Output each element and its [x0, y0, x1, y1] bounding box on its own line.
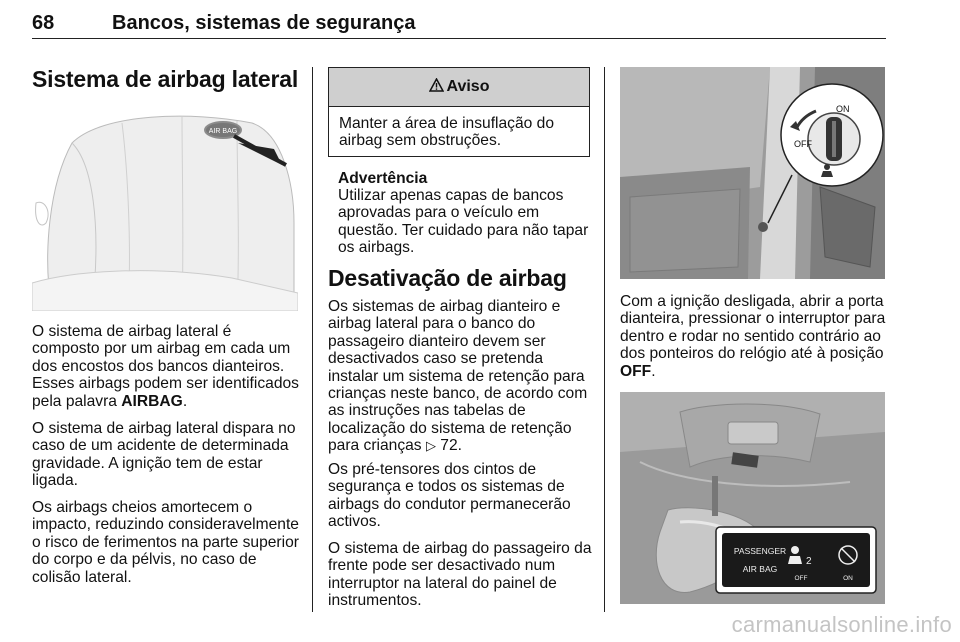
deactivation-paragraph-2: Os pré-tensores dos cintos de segurança e todos os sistemas de airbags do condutor permanecerão activos.	[328, 461, 571, 531]
column-divider-left	[312, 67, 313, 612]
column-divider-right	[604, 67, 605, 612]
deactivation-paragraph-3: O sistema de airbag do passageiro da frente pode ser desactivado num interruptor na lateral do painel de instrumentos.	[328, 540, 592, 610]
indicator-airbag-label: AIR BAG	[742, 564, 778, 574]
indicator-photo-svg	[620, 392, 885, 604]
caution-title: Advertência	[338, 170, 428, 187]
airbag-badge-label: AIR BAG	[208, 128, 238, 135]
indicator-off-label: OFF	[794, 575, 808, 582]
side-airbag-paragraph-3: Os airbags cheios amortecem o impacto, reduzindo consideravelmente o risco de ferimentos na parte superior do corpo e da pélvis, no caso de colisão lateral.	[32, 499, 299, 586]
indicator-on-label: ON	[843, 575, 853, 582]
switch-instruction	[620, 293, 886, 380]
airbag-keyword: AIRBAG	[121, 392, 183, 410]
page-number: 68	[32, 12, 55, 34]
warning-box	[328, 67, 590, 157]
airbag-switch-photo	[620, 67, 885, 279]
warning-text: Manter a área de insuflação do airbag sem obstruções.	[339, 115, 554, 150]
switch-instruction-text: Com a ignição desligada, abrir a porta dianteira, pressionar o interruptor para dentro e rodar no sentido contrário ao dos ponteiros do relógio até à posição	[620, 293, 886, 363]
deactivation-p1-end: .	[457, 437, 462, 455]
indicator-seat-number: 2	[806, 556, 812, 567]
side-airbag-paragraph-1	[32, 323, 300, 410]
caution-text: Utilizar apenas capas de bancos aprovadas para o veículo em questão. Ter cuidado para não tapar os airbags.	[338, 187, 589, 257]
deactivation-paragraph-1	[328, 298, 592, 455]
page-reference-icon: ▷	[425, 438, 436, 454]
side-airbag-paragraph-2: O sistema de airbag lateral dispara no caso de um acidente de determinada gravidade. A ignição tem de estar ligada.	[32, 420, 296, 490]
airbag-indicator-photo	[620, 392, 885, 604]
warning-header	[329, 68, 589, 107]
seat-airbag-illustration	[32, 103, 298, 311]
seat-illustration-svg	[32, 103, 298, 311]
switch-on-label: ON	[836, 104, 850, 114]
side-airbag-p1-end: .	[182, 392, 188, 410]
site-watermark: carmanualsonline.info	[731, 612, 952, 637]
running-title: Bancos, sistemas de segurança	[112, 12, 416, 34]
switch-off-label: OFF	[794, 139, 812, 149]
warning-triangle-icon	[429, 78, 444, 97]
switch-instruction-end: .	[651, 362, 656, 380]
side-airbag-p1-text: O sistema de airbag lateral é composto por um airbag em cada um dos encostos dos bancos dianteiros. Esses airbags podem ser identificados pela palavra	[32, 323, 299, 410]
section-title-airbag-deactivation: Desativação de airbag	[328, 265, 567, 291]
warning-title: Aviso	[446, 78, 490, 95]
page-reference-link[interactable]: 72	[440, 437, 458, 455]
off-keyword: OFF	[620, 362, 652, 380]
page-header	[32, 10, 886, 39]
dashboard-switch-svg	[620, 67, 885, 279]
indicator-passenger-label: PASSENGER	[733, 546, 787, 556]
deactivation-p1-text: Os sistemas de airbag dianteiro e airbag lateral para o banco do passageiro dianteiro devem ser desactivados caso se pretenda instalar um sistema de retenção para crianças neste banco, de acordo com as instruções nas tabelas de localização do sistema de retenção para crianças	[328, 298, 588, 455]
section-title-side-airbag: Sistema de airbag lateral	[32, 66, 299, 92]
